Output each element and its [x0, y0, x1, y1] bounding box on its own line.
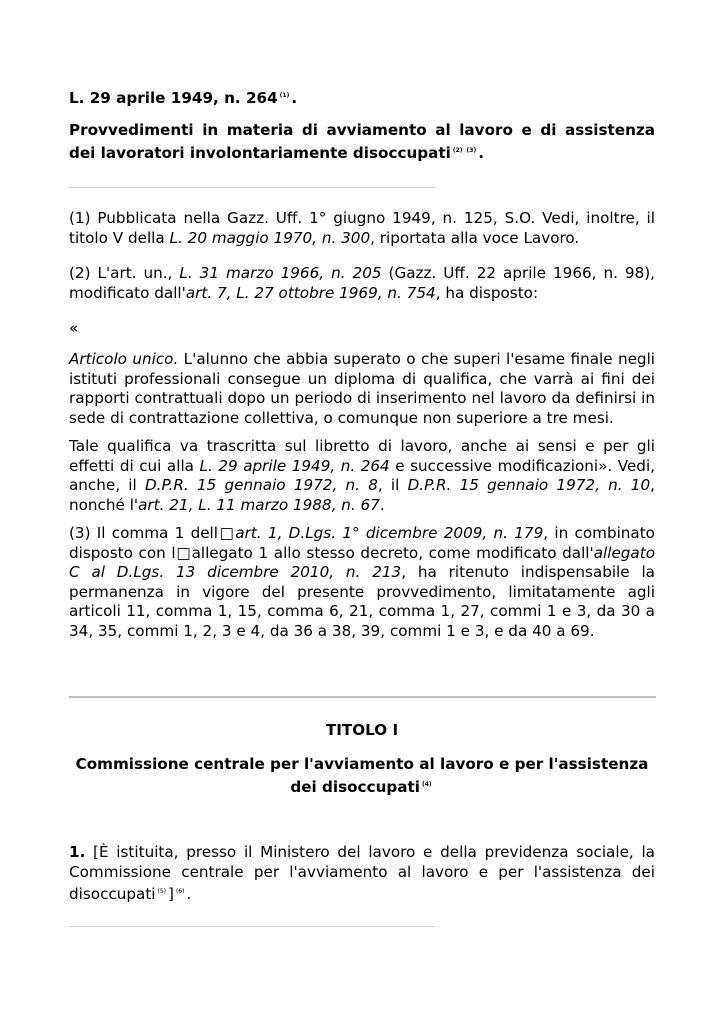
divider — [69, 187, 435, 188]
law-reference-link[interactable]: L. 31 marzo 1966, n. 205 — [179, 264, 382, 282]
note-text: , nonché l' — [69, 476, 655, 514]
article-number: 1. — [69, 843, 86, 861]
article-1 — [69, 843, 655, 905]
titolo-subheading — [69, 755, 655, 797]
article-bracket: ] — [168, 885, 174, 903]
law-title-end: . — [291, 89, 298, 107]
footnote-2 — [69, 264, 655, 303]
section-divider — [69, 696, 656, 698]
note-text: allegato 1 allo stesso decreto, come modificato dall' — [191, 543, 594, 562]
law-reference-link[interactable]: D.P.R. 15 gennaio 1972, n. 8 — [144, 476, 378, 494]
law-reference-link[interactable]: allegato C al D.Lgs. 13 dicembre 2010, n. 213 — [69, 543, 655, 581]
titolo-heading — [69, 721, 655, 741]
law-reference-link[interactable]: L. 20 maggio 1970, n. 300 — [169, 228, 371, 247]
note-text: . — [379, 495, 385, 514]
law-reference-link[interactable]: D.P.R. 15 gennaio 1972, n. 10 — [407, 476, 651, 494]
note-text: e successive modificazioni». Vedi, anche, il — [69, 456, 655, 494]
titolo-heading-text: TITOLO I — [325, 721, 399, 739]
note-text: (Gazz. Uff. 22 aprile 1966, n. 98), modificato dall' — [69, 264, 655, 302]
qualifica-paragraph — [69, 437, 655, 515]
quote-open: « — [69, 319, 79, 337]
law-reference-link[interactable]: art. 1, D.Lgs. 1° dicembre 2009, n. 179 — [235, 524, 544, 542]
footnote-3 — [69, 524, 655, 641]
law-title — [69, 86, 655, 109]
note-text: Tale qualifica va trascritta sul libretto di lavoro, anche ai sensi e per gli effetti di cui alla — [69, 437, 655, 475]
missing-glyph: □ — [175, 543, 192, 562]
law-reference-link[interactable]: art. 7, L. 27 ottobre 1969, n. 754 — [185, 283, 436, 302]
missing-glyph: □ — [218, 524, 236, 542]
footnote-1 — [69, 209, 655, 248]
note-text: (3) Il comma 1 dell — [69, 524, 218, 542]
titolo-subheading-text: Commissione centrale per l'avviamento al lavoro e per l'assistenza dei disoccupati — [75, 755, 649, 796]
articolo-unico — [69, 350, 655, 428]
footnote-ref-4[interactable]: (4) — [421, 780, 432, 788]
article-text: [È istituita, presso il Ministero del lavoro e della previdenza sociale, la Commissione centrale per l'avviamento al lavoro e per l'assistenza dei disoccupati — [69, 843, 655, 903]
footnote-ref-6[interactable]: (6) — [175, 888, 185, 895]
law-subtitle — [69, 121, 655, 163]
footnote-ref-2[interactable]: (2) — [452, 146, 463, 154]
divider — [69, 926, 435, 927]
footnote-ref-5[interactable]: (5) — [157, 888, 167, 895]
note-text: , riportata alla voce Lavoro. — [370, 228, 580, 247]
articolo-label: Articolo unico. — [69, 350, 179, 368]
law-reference-link[interactable]: L. 29 aprile 1949, n. 264 — [199, 456, 390, 475]
articolo-text: L'alunno che abbia superato o che superi l'esame finale negli istituti professionali consegue un diploma di qualifica, che varrà ai fini dei rapporti contrattuali dopo un periodo di inserimento nel lavoro da definirsi in sede di contrattazione collettiva, o comunque non superiore a tre mesi. — [69, 350, 656, 427]
footnote-ref-1[interactable]: (1) — [279, 92, 290, 99]
note-text: (2) L'art. un., — [69, 264, 180, 282]
law-subtitle-end: . — [478, 143, 484, 162]
note-text: , ha disposto: — [435, 283, 539, 302]
note-text: , ha ritenuto indispensabile la permanenza in vigore del presente provvedimento, limitatamente agli articoli 11, comma 1, 15, comma 6, 21, comma 1, 27, commi 1 e 3, da 30 a 34, 35, commi 1, 2, 3 e 4, da 36 a 38, 39, commi 1 e 3, e da 40 a 69. — [69, 563, 655, 640]
law-reference-link[interactable]: art. 21, L. 11 marzo 1988, n. 67 — [138, 495, 380, 514]
law-subtitle-text: Provvedimenti in materia di avviamento al lavoro e di assistenza dei lavoratori involontariamente disoccupati — [69, 121, 655, 162]
footnote-ref-3[interactable]: (3) — [466, 146, 477, 154]
note-text: , in combinato disposto con l — [69, 524, 655, 562]
note-text: , il — [377, 476, 408, 494]
note-text: (1) Pubblicata nella Gazz. Uff. 1° giugno 1949, n. 125, S.O. Vedi, inoltre, il titolo V della — [69, 209, 655, 247]
law-title-text: L. 29 aprile 1949, n. 264 — [69, 89, 278, 107]
article-end: . — [186, 885, 192, 903]
